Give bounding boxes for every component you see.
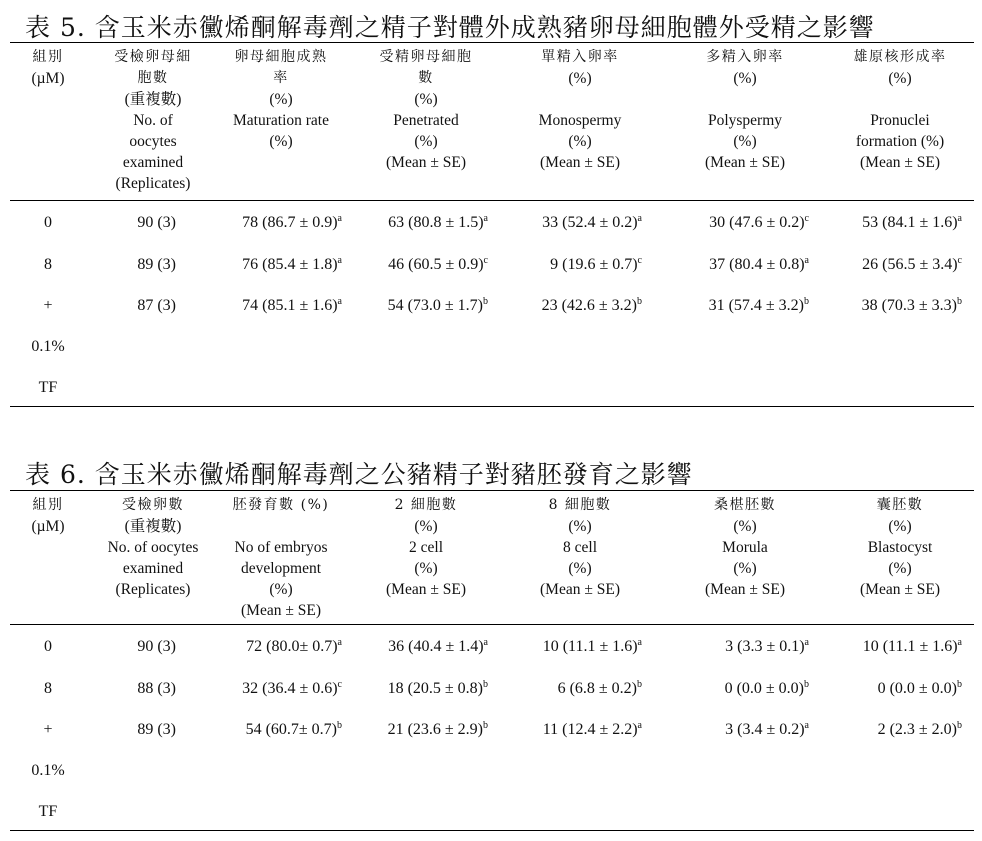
significance-letter: b [957, 720, 962, 731]
table6-cell [242, 678, 342, 699]
header-zh-line: 單精入卵率 [541, 49, 619, 65]
significance-letter: a [957, 637, 962, 648]
header-line: (%) [269, 133, 293, 150]
table6-cell [878, 719, 962, 740]
header-zh-line: 卵母細胞成熟 [234, 49, 328, 65]
cell-value: 37 (80.4 ± 0.8) [709, 256, 805, 273]
table6-cell [137, 636, 176, 657]
header-line: No. of [133, 112, 173, 129]
significance-letter: a [637, 637, 642, 648]
header-line: (µM) [31, 70, 65, 87]
cell-value: 26 (56.5 ± 3.4) [862, 256, 958, 273]
cell-value: 89 (3) [137, 256, 176, 273]
table5-bottom-rule [10, 406, 974, 407]
table5-cell [388, 295, 488, 316]
table6-top-rule [10, 490, 974, 491]
cell-value: 23 (42.6 ± 3.2) [541, 297, 637, 314]
header-line: Monospermy [538, 112, 622, 129]
header-line: Polyspermy [707, 112, 783, 129]
header-line: (%) [568, 70, 592, 87]
header-line: (Mean ± SE) [860, 154, 940, 171]
cell-value: 3 (3.3 ± 0.1) [725, 638, 805, 655]
header-zh-line: 雄原核形成率 [853, 49, 947, 65]
header-line: (重複數) [124, 518, 182, 535]
header-line: (Mean ± SE) [386, 154, 466, 171]
table5-cell [137, 212, 176, 233]
significance-letter: c [804, 213, 809, 224]
significance-letter: a [337, 637, 342, 648]
header-zh-line: 受精卵母細胞 [379, 49, 473, 65]
header-zh-line: 多精入卵率 [706, 49, 784, 65]
significance-letter: b [804, 296, 809, 307]
table5-cell [242, 212, 342, 233]
header-line: examined [122, 560, 184, 577]
table6-group-label: TF [38, 803, 58, 820]
header-line: (Mean ± SE) [860, 581, 940, 598]
header-line: (%) [733, 70, 757, 87]
header-line: (%) [568, 560, 592, 577]
significance-letter: b [337, 720, 342, 731]
cell-value: 10 (11.1 ± 1.6) [862, 638, 958, 655]
cell-value: 89 (3) [137, 721, 176, 738]
significance-letter: a [337, 213, 342, 224]
significance-letter: b [957, 679, 962, 690]
cell-value: 88 (3) [137, 680, 176, 697]
significance-letter: a [804, 720, 809, 731]
header-zh-line: 桑椹胚數 [714, 497, 776, 513]
table6-cell [543, 719, 642, 740]
table5-header-col-4 [505, 47, 655, 173]
header-line: development [240, 560, 322, 577]
table5-cell [242, 254, 342, 275]
table5-header-rule [10, 200, 974, 201]
table5-header-col-0 [8, 47, 88, 89]
header-zh-line: 率 [273, 70, 289, 86]
table5-header-col-6 [825, 47, 975, 173]
table6-group-label: 8 [44, 680, 52, 697]
table5-group-label: 8 [44, 256, 52, 273]
header-line: (Replicates) [115, 581, 191, 598]
header-line: (%) [269, 581, 293, 598]
table6-header-col-5 [670, 495, 820, 600]
cell-value: 72 (80.0± 0.7) [246, 638, 338, 655]
table6-title: 表 6. 含玉米赤黴烯酮解毒劑之公豬精子對豬胚發育之影響 [25, 460, 693, 489]
table6-cell [137, 719, 176, 740]
table6-header-rule [10, 624, 974, 625]
header-line: Penetrated [393, 112, 459, 129]
header-line: (%) [733, 518, 757, 535]
header-line: (%) [414, 560, 438, 577]
table5-cell [862, 295, 962, 316]
significance-letter: b [804, 679, 809, 690]
cell-value: 0 (0.0 ± 0.0) [724, 680, 804, 697]
header-line: (%) [269, 91, 293, 108]
table6-header-col-0 [8, 495, 88, 537]
header-line [211, 516, 351, 537]
significance-letter: a [637, 720, 642, 731]
table6-header-col-3 [356, 495, 496, 600]
significance-letter: c [337, 679, 342, 690]
header-zh-line: 數 [418, 70, 434, 86]
table6-group-label: + [43, 721, 53, 738]
table6-cell [388, 719, 488, 740]
header-zh-line: 組別 [32, 49, 64, 65]
cell-value: 74 (85.1 ± 1.6) [242, 297, 338, 314]
table5-cell [709, 212, 809, 233]
header-line [505, 89, 655, 110]
header-line: (Mean ± SE) [241, 602, 321, 619]
header-line: (%) [888, 70, 912, 87]
table5-header-col-1 [93, 47, 213, 194]
cell-value: 30 (47.6 ± 0.2) [709, 214, 805, 231]
table5-cell [709, 254, 809, 275]
table6-header-col-1 [93, 495, 213, 600]
table5-cell [862, 212, 962, 233]
significance-letter: a [337, 255, 342, 266]
significance-letter: a [483, 637, 488, 648]
header-line: 8 cell [563, 539, 597, 556]
significance-letter: a [804, 255, 809, 266]
header-line: (%) [733, 560, 757, 577]
header-zh-line: 囊胚數 [876, 497, 924, 513]
table5-cell [862, 254, 962, 275]
header-line: (%) [888, 560, 912, 577]
header-line: (重複數) [124, 91, 182, 108]
cell-value: 3 (3.4 ± 0.2) [725, 721, 805, 738]
table5-group-label: TF [38, 379, 58, 396]
header-line [825, 89, 975, 110]
cell-value: 76 (85.4 ± 1.8) [242, 256, 338, 273]
significance-letter: b [483, 720, 488, 731]
table6-bottom-rule [10, 830, 974, 831]
header-line: (%) [733, 133, 757, 150]
table5-cell [542, 212, 642, 233]
header-line: No. of oocytes [107, 539, 199, 556]
significance-letter: c [637, 255, 642, 266]
cell-value: 21 (23.6 ± 2.9) [387, 721, 483, 738]
header-line: (Mean ± SE) [386, 581, 466, 598]
table5-header-col-5 [670, 47, 820, 173]
table6-cell [725, 636, 809, 657]
significance-letter: c [957, 255, 962, 266]
cell-value: 90 (3) [137, 214, 176, 231]
table6-cell [388, 636, 488, 657]
header-line: (%) [414, 91, 438, 108]
header-line: (%) [568, 133, 592, 150]
header-line: Blastocyst [867, 539, 933, 556]
table6-cell [878, 678, 962, 699]
table5-top-rule [10, 42, 974, 43]
header-zh-line: 受檢卵母細 [114, 49, 192, 65]
table5-cell [542, 295, 642, 316]
table6-cell [388, 678, 488, 699]
header-line: (%) [414, 518, 438, 535]
cell-value: 36 (40.4 ± 1.4) [388, 638, 484, 655]
table6-header-col-4 [505, 495, 655, 600]
table5-header-col-3 [356, 47, 496, 173]
table6-group-label: 0 [44, 638, 52, 655]
table6-cell [863, 636, 962, 657]
cell-value: 6 (6.8 ± 0.2) [557, 680, 637, 697]
significance-letter: a [637, 213, 642, 224]
cell-value: 32 (36.4 ± 0.6) [242, 680, 338, 697]
table6-header-col-2 [211, 495, 351, 621]
header-line: 2 cell [409, 539, 443, 556]
cell-value: 63 (80.8 ± 1.5) [388, 214, 484, 231]
table5-cell [550, 254, 642, 275]
header-line: Maturation rate [233, 112, 329, 129]
cell-value: 78 (86.7 ± 0.9) [242, 214, 338, 231]
table6-cell [543, 636, 642, 657]
header-line: (Mean ± SE) [540, 581, 620, 598]
significance-letter: c [483, 255, 488, 266]
significance-letter: b [637, 296, 642, 307]
header-zh-line: 胞數 [137, 70, 169, 86]
table5-group-label: 0.1% [31, 338, 65, 355]
cell-value: 2 (2.3 ± 2.0) [877, 721, 957, 738]
cell-value: 90 (3) [137, 638, 176, 655]
header-zh-line: 受檢卵數 [122, 497, 184, 513]
cell-value: 54 (73.0 ± 1.7) [387, 297, 483, 314]
cell-value: 87 (3) [137, 297, 176, 314]
table6-cell [246, 636, 342, 657]
cell-value: 31 (57.4 ± 3.2) [708, 297, 804, 314]
table6-cell [137, 678, 176, 699]
cell-value: 18 (20.5 ± 0.8) [387, 680, 483, 697]
cell-value: 33 (52.4 ± 0.2) [542, 214, 638, 231]
cell-value: 10 (11.1 ± 1.6) [542, 638, 638, 655]
table6-cell [725, 719, 809, 740]
table6-group-label: 0.1% [31, 762, 65, 779]
table6-cell [725, 678, 809, 699]
table5-cell [388, 212, 488, 233]
header-line: oocytes [129, 133, 177, 150]
table5-cell [242, 295, 342, 316]
table5-cell [709, 295, 809, 316]
table5-group-label: + [43, 297, 53, 314]
cell-value: 38 (70.3 ± 3.3) [861, 297, 957, 314]
table5-cell [137, 295, 176, 316]
cell-value: 53 (84.1 ± 1.6) [862, 214, 958, 231]
table5-title: 表 5. 含玉米赤黴烯酮解毒劑之精子對體外成熟豬卵母細胞體外受精之影響 [25, 13, 875, 42]
significance-letter: b [483, 679, 488, 690]
header-line: (%) [414, 133, 438, 150]
table5-header-col-2 [211, 47, 351, 152]
header-line: (%) [568, 518, 592, 535]
header-line: (Mean ± SE) [705, 154, 785, 171]
table5-cell [388, 254, 488, 275]
significance-letter: a [483, 213, 488, 224]
significance-letter: b [483, 296, 488, 307]
header-zh-line: 8 細胞數 [548, 497, 612, 513]
header-zh-line: 組別 [32, 497, 64, 513]
header-line: (µM) [31, 518, 65, 535]
cell-value: 9 (19.6 ± 0.7) [550, 256, 638, 273]
significance-letter: a [804, 637, 809, 648]
header-zh-line: 胚發育數 (%) [232, 497, 330, 513]
header-line: examined [122, 154, 184, 171]
cell-value: 0 (0.0 ± 0.0) [877, 680, 957, 697]
cell-value: 54 (60.7± 0.7) [245, 721, 337, 738]
header-line [670, 89, 820, 110]
header-line: (Mean ± SE) [540, 154, 620, 171]
cell-value: 46 (60.5 ± 0.9) [388, 256, 484, 273]
header-line: (Mean ± SE) [705, 581, 785, 598]
cell-value: 11 (12.4 ± 2.2) [542, 721, 638, 738]
header-line: Morula [722, 539, 768, 556]
header-line: (%) [888, 518, 912, 535]
significance-letter: a [957, 213, 962, 224]
table6-cell [558, 678, 642, 699]
significance-letter: b [957, 296, 962, 307]
table5-group-label: 0 [44, 214, 52, 231]
significance-letter: b [637, 679, 642, 690]
table6-header-col-6 [825, 495, 975, 600]
header-line: Pronuclei [870, 112, 930, 129]
header-line: formation (%) [855, 133, 945, 150]
table6-cell [246, 719, 342, 740]
header-line: No of embryos [234, 539, 328, 556]
header-zh-line: 2 細胞數 [394, 497, 458, 513]
header-line: (Replicates) [115, 175, 191, 192]
significance-letter: a [337, 296, 342, 307]
table5-cell [137, 254, 176, 275]
